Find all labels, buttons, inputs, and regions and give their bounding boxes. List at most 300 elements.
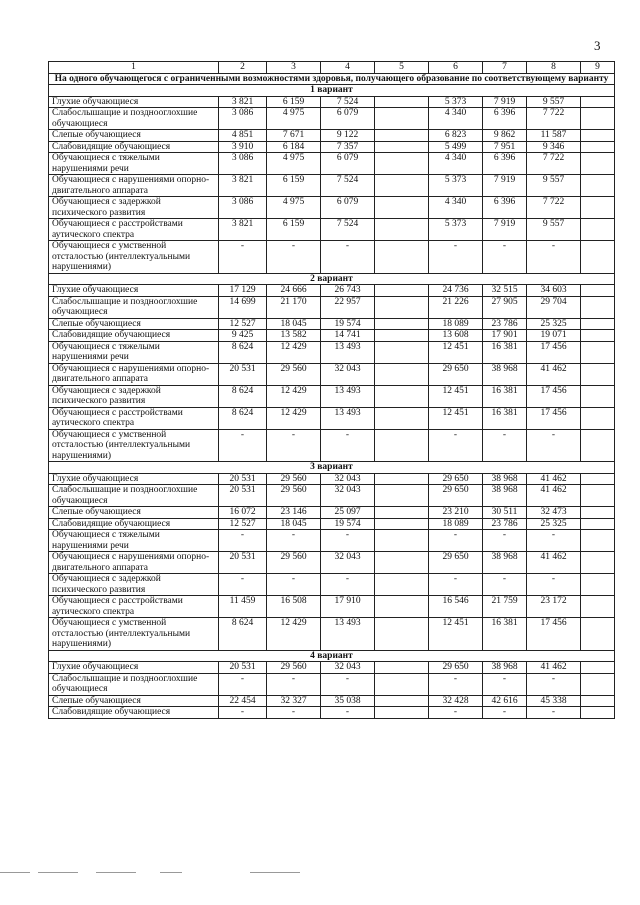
table-row [49,385,615,407]
row-label: Слабослышащие и позднооглохшие обучающиеся [49,296,219,318]
table-row [49,130,615,142]
table-row [49,330,615,342]
row-label: Обучающиеся с расстройствами аутического спектра [49,407,219,429]
value-cell: - [321,707,375,719]
value-cell: - [219,673,267,695]
value-cell: 20 531 [219,473,267,485]
table-row [49,473,615,485]
row-label: Обучающиеся с нарушениями опорно-двигательного аппарата [49,552,219,574]
value-cell: - [483,707,527,719]
value-cell: 12 451 [429,407,483,429]
footer-rule [160,872,182,873]
value-cell: 6 159 [267,175,321,197]
value-cell: 9 346 [527,141,581,153]
table-row [49,318,615,330]
value-cell: 29 560 [267,552,321,574]
value-cell: 4 851 [219,130,267,142]
value-cell [375,485,429,507]
value-cell: 38 968 [483,552,527,574]
value-cell: 25 325 [527,518,581,530]
value-cell [375,673,429,695]
table-row [49,241,615,274]
table-row [49,507,615,519]
column-number-row [49,62,615,74]
value-cell: - [219,241,267,274]
table-caption: На одного обучающегося с ограниченными возможностями здоровья, получающего образование по соответствующему варианту [49,73,615,85]
value-cell: - [321,241,375,274]
value-cell [375,141,429,153]
value-cell: 32 327 [267,695,321,707]
value-cell: 13 493 [321,341,375,363]
value-cell [581,197,615,219]
value-cell: 45 338 [527,695,581,707]
value-cell [375,429,429,462]
value-cell [375,473,429,485]
value-cell: 4 340 [429,197,483,219]
value-cell: 16 381 [483,385,527,407]
value-cell: 4 975 [267,108,321,130]
value-cell [375,330,429,342]
column-number: 3 [267,62,321,74]
value-cell [581,707,615,719]
value-cell: 12 527 [219,318,267,330]
value-cell: 29 650 [429,485,483,507]
value-cell: 41 462 [527,363,581,385]
table-row [49,96,615,108]
value-cell [581,385,615,407]
value-cell [581,507,615,519]
table-row [49,596,615,618]
value-cell: 3 086 [219,197,267,219]
value-cell: 6 079 [321,153,375,175]
value-cell [375,175,429,197]
section-header-row [49,85,615,97]
value-cell: 3 821 [219,219,267,241]
value-cell: 7 919 [483,96,527,108]
table-row [49,707,615,719]
value-cell: 6 079 [321,108,375,130]
value-cell: 11 587 [527,130,581,142]
value-cell: 17 910 [321,596,375,618]
value-cell [375,552,429,574]
value-cell [375,296,429,318]
value-cell: 41 462 [527,552,581,574]
value-cell [581,153,615,175]
value-cell: 29 560 [267,662,321,674]
value-cell: 17 456 [527,341,581,363]
value-cell: - [267,530,321,552]
value-cell [375,695,429,707]
table-row [49,673,615,695]
value-cell: - [483,530,527,552]
value-cell: 17 901 [483,330,527,342]
table-row [49,141,615,153]
value-cell: 32 515 [483,285,527,297]
value-cell: 5 373 [429,219,483,241]
value-cell: 4 975 [267,197,321,219]
column-number: 8 [527,62,581,74]
value-cell [375,341,429,363]
value-cell: 22 957 [321,296,375,318]
value-cell: 29 650 [429,552,483,574]
row-label: Обучающиеся с умственной отсталостью (интеллектуальными нарушениями) [49,618,219,651]
value-cell [581,485,615,507]
table-row [49,197,615,219]
value-cell: 8 624 [219,407,267,429]
value-cell [375,108,429,130]
table-row [49,175,615,197]
value-cell: - [267,707,321,719]
value-cell [375,385,429,407]
value-cell [375,285,429,297]
value-cell: 13 493 [321,385,375,407]
value-cell: 7 722 [527,108,581,130]
row-label: Глухие обучающиеся [49,662,219,674]
table-row [49,618,615,651]
value-cell [375,153,429,175]
value-cell: 21 170 [267,296,321,318]
value-cell: 24 666 [267,285,321,297]
value-cell: - [527,429,581,462]
table-row [49,341,615,363]
value-cell: 12 451 [429,385,483,407]
value-cell [581,429,615,462]
value-cell: 42 616 [483,695,527,707]
value-cell: 13 493 [321,618,375,651]
value-cell: 3 821 [219,96,267,108]
row-label: Слепые обучающиеся [49,130,219,142]
row-label: Обучающиеся с умственной отсталостью (интеллектуальными нарушениями) [49,429,219,462]
section-header-row [49,462,615,474]
table-body [49,85,615,719]
footer-rule [38,872,78,873]
value-cell: - [483,241,527,274]
value-cell: - [321,429,375,462]
page-number: 3 [594,38,601,53]
value-cell: 13 582 [267,330,321,342]
value-cell [375,197,429,219]
value-cell [581,574,615,596]
value-cell: 7 722 [527,153,581,175]
value-cell: 32 043 [321,363,375,385]
column-number: 7 [483,62,527,74]
value-cell: 23 786 [483,518,527,530]
value-cell: 38 968 [483,363,527,385]
value-cell: 27 905 [483,296,527,318]
value-cell: 7 919 [483,219,527,241]
value-cell: 32 473 [527,507,581,519]
value-cell: 18 089 [429,518,483,530]
value-cell [375,96,429,108]
value-cell: - [429,530,483,552]
value-cell: 17 129 [219,285,267,297]
value-cell: 12 451 [429,618,483,651]
value-cell: 7 722 [527,197,581,219]
value-cell: 7 524 [321,175,375,197]
table-row [49,108,615,130]
value-cell [375,618,429,651]
value-cell [581,130,615,142]
value-cell: 29 560 [267,485,321,507]
column-number: 4 [321,62,375,74]
value-cell: 17 456 [527,385,581,407]
value-cell: - [429,429,483,462]
value-cell: - [527,530,581,552]
value-cell [581,318,615,330]
value-cell: 12 429 [267,385,321,407]
value-cell [375,574,429,596]
row-label: Обучающиеся с нарушениями опорно-двигательного аппарата [49,175,219,197]
value-cell [581,241,615,274]
row-label: Обучающиеся с расстройствами аутического спектра [49,219,219,241]
section-title: 2 вариант [49,273,615,285]
value-cell: 25 325 [527,318,581,330]
value-cell: 26 743 [321,285,375,297]
row-label: Обучающиеся с задержкой психического развития [49,197,219,219]
value-cell: 6 396 [483,153,527,175]
value-cell: 14 699 [219,296,267,318]
value-cell: 32 043 [321,473,375,485]
value-cell: 30 511 [483,507,527,519]
value-cell: - [429,707,483,719]
value-cell: - [267,574,321,596]
row-label: Обучающиеся с задержкой психического развития [49,385,219,407]
table-row [49,518,615,530]
value-cell: - [527,707,581,719]
value-cell: 16 508 [267,596,321,618]
value-cell [581,662,615,674]
table-row [49,363,615,385]
value-cell: 29 704 [527,296,581,318]
footer-rule [0,872,30,873]
value-cell: 3 910 [219,141,267,153]
cost-table [48,61,615,719]
row-label: Обучающиеся с задержкой психического развития [49,574,219,596]
footer-rule [250,872,300,873]
value-cell: 12 527 [219,518,267,530]
value-cell: - [527,574,581,596]
value-cell: 17 456 [527,618,581,651]
value-cell: - [527,241,581,274]
value-cell: 29 650 [429,363,483,385]
value-cell [581,530,615,552]
value-cell: 13 493 [321,407,375,429]
value-cell: 12 429 [267,341,321,363]
value-cell [375,507,429,519]
value-cell: 32 043 [321,485,375,507]
value-cell: 23 786 [483,318,527,330]
row-label: Слепые обучающиеся [49,507,219,519]
value-cell [581,330,615,342]
table-row [49,574,615,596]
row-label: Обучающиеся с расстройствами аутического спектра [49,596,219,618]
value-cell [581,96,615,108]
value-cell [375,518,429,530]
value-cell: 29 560 [267,473,321,485]
section-title: 4 вариант [49,650,615,662]
value-cell: 29 560 [267,363,321,385]
value-cell: - [219,530,267,552]
value-cell: - [429,673,483,695]
row-label: Слабовидящие обучающиеся [49,330,219,342]
column-number: 2 [219,62,267,74]
value-cell [581,141,615,153]
value-cell [581,673,615,695]
section-header-row [49,650,615,662]
value-cell: 16 381 [483,407,527,429]
value-cell: 9 862 [483,130,527,142]
row-label: Глухие обучающиеся [49,96,219,108]
value-cell [581,175,615,197]
value-cell: 20 531 [219,552,267,574]
row-label: Слабовидящие обучающиеся [49,707,219,719]
value-cell [581,108,615,130]
value-cell: 21 226 [429,296,483,318]
value-cell: 5 499 [429,141,483,153]
table-row [49,407,615,429]
value-cell: 21 759 [483,596,527,618]
value-cell: - [321,530,375,552]
value-cell: 34 603 [527,285,581,297]
column-number: 6 [429,62,483,74]
value-cell: 32 043 [321,552,375,574]
value-cell [581,296,615,318]
value-cell [375,318,429,330]
row-label: Слабослышащие и позднооглохшие обучающиеся [49,673,219,695]
value-cell [375,530,429,552]
value-cell: 4 975 [267,153,321,175]
value-cell [581,596,615,618]
value-cell [375,363,429,385]
footer-rule [96,872,136,873]
value-cell: 41 462 [527,662,581,674]
value-cell: 18 045 [267,318,321,330]
value-cell: 12 429 [267,407,321,429]
value-cell: 29 650 [429,473,483,485]
value-cell: 7 524 [321,96,375,108]
value-cell: 7 524 [321,219,375,241]
section-title: 3 вариант [49,462,615,474]
value-cell: 4 340 [429,108,483,130]
value-cell: 3 086 [219,153,267,175]
value-cell: 25 097 [321,507,375,519]
value-cell: 22 454 [219,695,267,707]
value-cell: 6 079 [321,197,375,219]
row-label: Обучающиеся с нарушениями опорно-двигательного аппарата [49,363,219,385]
row-label: Слепые обучающиеся [49,318,219,330]
value-cell: 41 462 [527,485,581,507]
value-cell: 9 557 [527,175,581,197]
value-cell: 16 381 [483,341,527,363]
value-cell: 19 574 [321,318,375,330]
row-label: Глухие обучающиеся [49,285,219,297]
value-cell: - [429,241,483,274]
value-cell: 16 381 [483,618,527,651]
table-row [49,552,615,574]
value-cell: 38 968 [483,473,527,485]
value-cell: 20 531 [219,485,267,507]
value-cell: 19 071 [527,330,581,342]
value-cell: 23 172 [527,596,581,618]
value-cell [581,363,615,385]
value-cell: 12 429 [267,618,321,651]
value-cell [581,695,615,707]
value-cell: 9 425 [219,330,267,342]
value-cell: - [429,574,483,596]
value-cell: - [267,429,321,462]
value-cell: - [267,241,321,274]
value-cell: 11 459 [219,596,267,618]
value-cell [375,219,429,241]
table-row [49,296,615,318]
table-row [49,429,615,462]
value-cell: 38 968 [483,662,527,674]
table-caption-row [49,73,615,85]
value-cell: 23 146 [267,507,321,519]
value-cell: 6 184 [267,141,321,153]
value-cell [375,241,429,274]
value-cell: 16 072 [219,507,267,519]
value-cell: 6 159 [267,96,321,108]
value-cell: 29 650 [429,662,483,674]
value-cell: - [267,673,321,695]
value-cell [375,130,429,142]
section-header-row [49,273,615,285]
value-cell [581,219,615,241]
row-label: Слабовидящие обучающиеся [49,518,219,530]
row-label: Глухие обучающиеся [49,473,219,485]
value-cell: 13 608 [429,330,483,342]
row-label: Слабослышащие и позднооглохшие обучающиеся [49,485,219,507]
value-cell: 6 159 [267,219,321,241]
table-row [49,530,615,552]
row-label: Обучающиеся с тяжелыми нарушениями речи [49,530,219,552]
value-cell: 19 574 [321,518,375,530]
column-number: 1 [49,62,219,74]
table-row [49,485,615,507]
value-cell: - [483,673,527,695]
value-cell: 18 045 [267,518,321,530]
value-cell: 8 624 [219,618,267,651]
value-cell: 7 951 [483,141,527,153]
value-cell: 3 086 [219,108,267,130]
table-row [49,285,615,297]
value-cell: 16 546 [429,596,483,618]
row-label: Слабослышащие и позднооглохшие обучающиеся [49,108,219,130]
value-cell [581,618,615,651]
value-cell: 20 531 [219,662,267,674]
value-cell: - [483,429,527,462]
value-cell: 3 821 [219,175,267,197]
table-row [49,219,615,241]
value-cell: 7 671 [267,130,321,142]
value-cell: 8 624 [219,341,267,363]
row-label: Обучающиеся с тяжелыми нарушениями речи [49,341,219,363]
value-cell: - [219,429,267,462]
row-label: Обучающиеся с тяжелыми нарушениями речи [49,153,219,175]
value-cell [375,407,429,429]
value-cell: 23 210 [429,507,483,519]
column-number: 5 [375,62,429,74]
value-cell: 18 089 [429,318,483,330]
value-cell: 9 122 [321,130,375,142]
value-cell [581,518,615,530]
value-cell: 6 823 [429,130,483,142]
value-cell [581,407,615,429]
value-cell: 32 428 [429,695,483,707]
value-cell: 38 968 [483,485,527,507]
value-cell [581,552,615,574]
